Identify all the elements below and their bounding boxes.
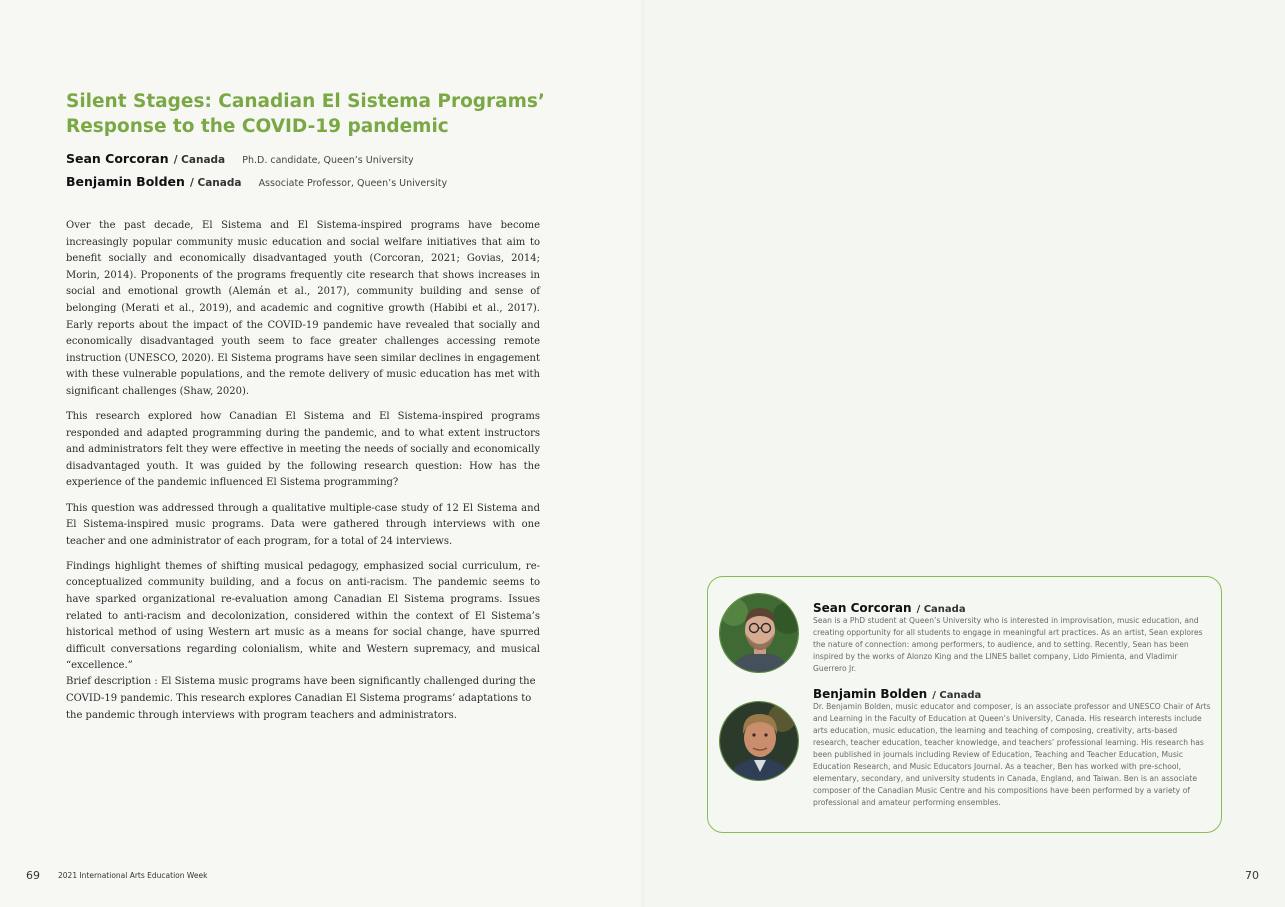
body-paragraph: Findings highlight themes of shifting musical pedagogy, emphasized social curriculum, re-conceptualized community building, and a focus on anti-racism. The pandemic seems to have sparked organizational re-evaluation among Canadian El Sistema programs. Issues related to anti-racism and decolonization, considered within the context of El Sistema’s historical method of using Western art music as a means for social change, have spurred difficult conversations regarding colonialism, white and Western supremacy, and musical “excellence.” bbox=[66, 560, 540, 672]
page-gutter bbox=[641, 0, 644, 907]
author-line-bolden bbox=[66, 171, 447, 190]
author-bio-box bbox=[707, 576, 1222, 833]
right-page-number: 70 bbox=[1245, 869, 1259, 882]
author-country: / Canada bbox=[173, 154, 226, 166]
brief-description: Brief description : El Sistema music programs have been significantly challenged during the COVID-19 pandemic. This research explores Canadian El Sistema programs’ adaptations to the pandemic through interviews with program teachers and administrators. bbox=[66, 676, 536, 721]
title-line-1: Silent Stages: Canadian El Sistema Programs’ bbox=[66, 91, 545, 112]
author-name: Sean Corcoran bbox=[66, 151, 169, 166]
bio-name-sean-corcoran bbox=[813, 597, 966, 616]
portrait-benjamin-bolden bbox=[720, 702, 799, 781]
bio-name: Benjamin Bolden bbox=[813, 687, 928, 701]
bio-text-benjamin-bolden: Dr. Benjamin Bolden, music educator and composer, is an associate professor and UNESCO Chair of Arts and Learning in the Faculty of Education at Queen’s University, Canada. His research interests include arts education, music education, the learning and teaching of composing, creativity, arts-based research, teacher education, teacher knowledge, and teachers’ professional learning. His research has been published in journals including Review of Education, Teaching and Teacher Education, Music Education Research, and Music Educators Journal. As a teacher, Ben has worked with pre-school, elementary, secondary, and university students in Canada, England, and Taiwan. Ben is an associate composer of the Canadian Music Centre and his compositions have been performed by a variety of professional and amateur performing ensembles. bbox=[813, 702, 1211, 808]
article-body bbox=[66, 218, 540, 683]
bio-country: / Canada bbox=[932, 690, 982, 701]
author-line-corcoran bbox=[66, 148, 414, 167]
left-page-number: 69 bbox=[26, 869, 40, 882]
author-affiliation: Associate Professor, Queen’s University bbox=[258, 178, 448, 189]
avatar-benjamin-bolden bbox=[719, 701, 799, 781]
bio-name-benjamin-bolden bbox=[813, 683, 981, 702]
bio-country: / Canada bbox=[916, 604, 966, 615]
bio-name: Sean Corcoran bbox=[813, 601, 912, 615]
author-country: / Canada bbox=[190, 177, 242, 189]
body-paragraph: This question was addressed through a qualitative multiple-case study of 12 El Sistema and El Sistema-inspired music programs. Data were gathered through interviews with one teacher and one administrator of each program, for a total of 24 interviews. bbox=[66, 502, 540, 547]
author-affiliation: Ph.D. candidate, Queen’s University bbox=[242, 155, 414, 166]
title-line-2: Response to the COVID-19 pandemic bbox=[66, 116, 449, 137]
author-name: Benjamin Bolden bbox=[66, 174, 185, 189]
portrait-sean-corcoran bbox=[720, 594, 799, 673]
publication-name: 2021 International Arts Education Week bbox=[58, 871, 208, 880]
article-title bbox=[66, 89, 586, 139]
body-paragraph: This research explored how Canadian El Sistema and El Sistema-inspired programs responded and adapted programming during the pandemic, and to what extent instructors and administrators felt they were effective in meeting the needs of socially and economically disadvantaged youth. It was guided by the following research question: How has the experience of the pandemic influenced El Sistema programming? bbox=[66, 411, 540, 489]
avatar-sean-corcoran bbox=[719, 593, 799, 673]
bio-text-sean-corcoran: Sean is a PhD student at Queen’s University who is interested in improvisation, music education, and creating opportunity for all students to engage in meaningful art practices. As an artist, Sean explores the nature of connection: among performers, to audience, and to setting. Recently, Sean has been inspired by the works of Alonzo King and the LINES ballet company, Lido Pimienta, and Vladimir Guerrero Jr. bbox=[813, 616, 1203, 674]
body-paragraph: Over the past decade, El Sistema and El Sistema-inspired programs have become increasingly popular community music education and social welfare initiatives that aim to benefit socially and economically disadvantaged youth (Corcoran, 2021; Govias, 2014; Morin, 2014). Proponents of the programs frequently cite research that shows increases in social and emotional growth (Alemán et al., 2017), community building and sense of belonging (Merati et al., 2019), and academic and cognitive growth (Habibi et al., 2017). Early reports about the impact of the COVID-19 pandemic have revealed that socially and economically disadvantaged youth seem to face greater challenges accessing remote instruction (UNESCO, 2020). El Sistema programs have seen similar declines in engagement with these vulnerable populations, and the remote delivery of music education has met with significant challenges (Shaw, 2020). bbox=[66, 220, 540, 397]
